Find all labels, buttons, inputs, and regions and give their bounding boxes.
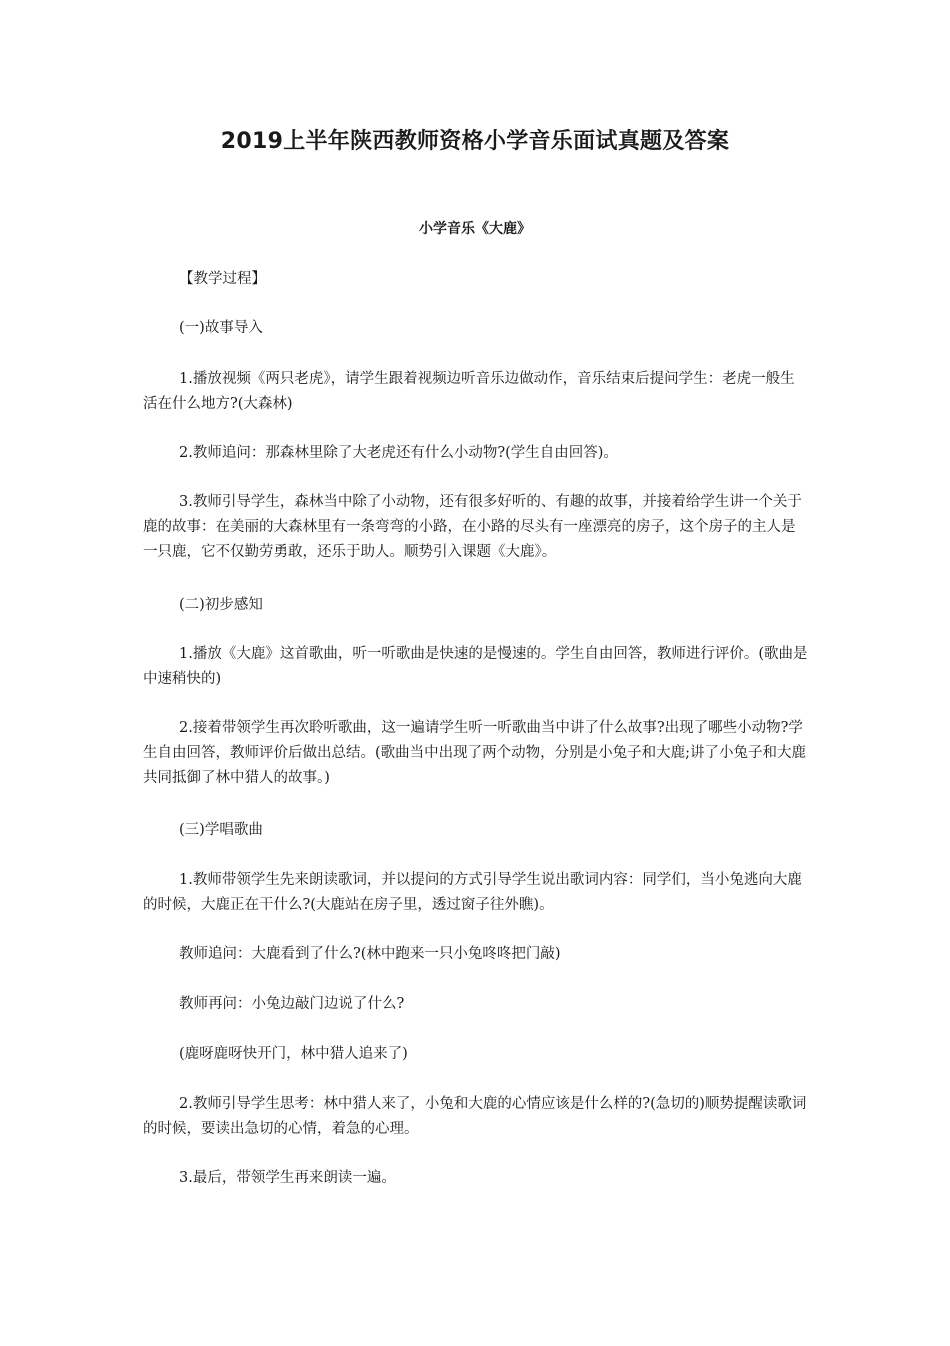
paragraph: 教师追问：大鹿看到了什么?(林中跑来一只小兔咚咚把门敲): [179, 946, 561, 962]
paragraph: 2.接着带领学生再次聆听歌曲，这一遍请学生听一听歌曲当中讲了什么故事?出现了哪些小动物?学生自由回答，教师评价后做出总结。(歌曲当中出现了两个动物，分别是小兔子和大鹿;讲了小兔子和大鹿共同抵御了林中猎人的故事。): [143, 720, 807, 786]
paragraph: 教师再问：小兔边敲门边说了什么?: [179, 996, 405, 1012]
paragraph: 3.最后，带领学生再来朗读一遍。: [179, 1170, 396, 1186]
paragraph: (鹿呀鹿呀快开门，林中猎人追来了): [179, 1046, 408, 1062]
section-heading-teaching-process: 【教学过程】: [179, 271, 266, 287]
section-heading-initial-perception: (二)初步感知: [179, 597, 263, 613]
paragraph: 2.教师引导学生思考：林中猎人来了，小兔和大鹿的心情应该是什么样的?(急切的)顺势提醒读歌词的时候，要读出急切的心情，着急的心理。: [143, 1096, 807, 1137]
paragraph: 1.播放视频《两只老虎》，请学生跟着视频边听音乐边做动作，音乐结束后提问学生：老虎一般生活在什么地方?(大森林): [143, 371, 795, 412]
section-heading-learn-song: (三)学唱歌曲: [179, 822, 263, 838]
document-title: 2019上半年陕西教师资格小学音乐面试真题及答案: [220, 129, 730, 154]
paragraph: 2.教师追问：那森林里除了大老虎还有什么小动物?(学生自由回答)。: [179, 445, 618, 461]
paragraph: 3.教师引导学生，森林当中除了小动物，还有很多好听的、有趣的故事，并接着给学生讲一个关于鹿的故事：在美丽的大森林里有一条弯弯的小路，在小路的尽头有一座漂亮的房子，这个房子的主人是一只鹿，它不仅勤劳勇敢，还乐于助人。顺势引入课题《大鹿》。: [143, 494, 802, 560]
section-heading-story-intro: (一)故事导入: [179, 320, 263, 336]
paragraph: 1.播放《大鹿》这首歌曲，听一听歌曲是快速的是慢速的。学生自由回答，教师进行评价。(歌曲是中速稍快的): [143, 646, 808, 687]
paragraph: 1.教师带领学生先来朗读歌词，并以提问的方式引导学生说出歌词内容：同学们，当小兔逃向大鹿的时候，大鹿正在干什么?(大鹿站在房子里，透过窗子往外瞧)。: [143, 872, 802, 913]
document-subtitle: 小学音乐《大鹿》: [419, 221, 531, 237]
